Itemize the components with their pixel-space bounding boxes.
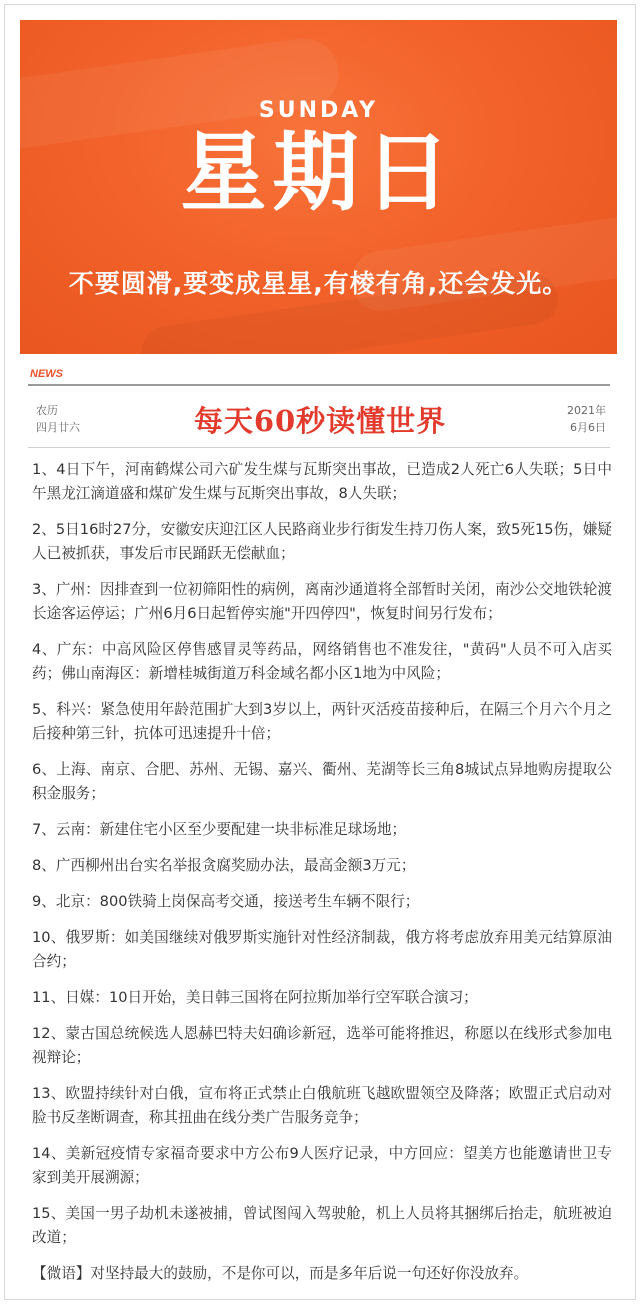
banner-slogan: 不要圆滑,要变成星星,有棱有角,还会发光。 xyxy=(68,269,569,298)
news-item: 1、4日下午，河南鹤煤公司六矿发生煤与瓦斯突出事故，已造成2人死亡6人失联；5日中午黑龙江滴道盛和煤矿发生煤与瓦斯突出事故，8人失联； xyxy=(32,461,612,502)
news-item: 13、欧盟持续针对白俄，宣布将正式禁止白俄航班飞越欧盟领空及降落；欧盟正式启动对脸书反垄断调查，称其扭曲在线分类广告服务竞争； xyxy=(32,1085,612,1126)
news-item: 12、蒙古国总统候选人恩赫巴特夫妇确诊新冠，选举可能将推迟，称愿以在线形式参加电视辩论； xyxy=(32,1025,612,1066)
news-item: 9、北京：800铁骑上岗保高考交通，接送考生车辆不限行； xyxy=(32,893,420,910)
news-list xyxy=(32,458,612,1286)
daily-quote: 【微语】对坚持最大的鼓励，不是你可以，而是多年后说一句还好你没放弃。 xyxy=(32,1265,529,1282)
news-item: 5、科兴：紧急使用年龄范围扩大到3岁以上，两针灭活疫苗接种后，在隔三个月六个月之后接种第三针，抗体可迅速提升十倍； xyxy=(32,701,612,742)
page-title: 每天60秒读懂世界 xyxy=(193,404,447,438)
date-month-day: 6月6日 xyxy=(570,421,606,434)
banner-weekday-en: SUNDAY xyxy=(258,98,379,123)
news-item: 3、广州：因排查到一位初筛阳性的病例，离南沙通道将全部暂时关闭，南沙公交地铁轮渡长途客运停运；广州6月6日起暂停实施"开四停四"，恢复时间另行发布； xyxy=(32,581,612,622)
lunar-date: 四月廿六 xyxy=(36,421,80,434)
news-item: 2、5日16时27分，安徽安庆迎江区人民路商业步行街发生持刀伤人案，致5死15伤，嫌疑人已被抓获，事发后市民踊跃无偿献血； xyxy=(32,521,612,562)
news-item: 10、俄罗斯：如美国继续对俄罗斯实施针对性经济制裁，俄方将考虑放弃用美元结算原油合约； xyxy=(32,929,612,970)
news-item: 15、美国一男子劫机未遂被捕，曾试图闯入驾驶舱，机上人员将其捆绑后抬走，航班被迫改道； xyxy=(32,1205,612,1246)
header-divider xyxy=(28,384,610,386)
banner-image xyxy=(20,20,617,354)
date-year: 2021年 xyxy=(567,404,606,417)
content-divider xyxy=(28,447,610,448)
news-item: 14、美新冠疫情专家福奇要求中方公布9人医疗记录，中方回应：望美方也能邀请世卫专家到美开展溯源； xyxy=(32,1145,612,1186)
news-tag: NEWS xyxy=(30,368,63,380)
lunar-label: 农历 xyxy=(36,404,58,417)
news-item: 4、广东：中高风险区停售感冒灵等药品，网络销售也不准发往，"黄码"人员不可入店买药；佛山南海区：新增桂城街道万科金域名都小区1地为中风险； xyxy=(32,641,612,682)
news-item: 11、日媒：10日开始，美日韩三国将在阿拉斯加举行空军联合演习； xyxy=(32,989,478,1006)
banner-weekday-title: 星期日 xyxy=(180,122,457,223)
news-item: 8、广西柳州出台实名举报贪腐奖励办法，最高金额3万元； xyxy=(32,857,416,874)
news-item: 7、云南：新建住宅小区至少要配建一块非标准足球场地； xyxy=(32,821,407,838)
news-item: 6、上海、南京、合肥、苏州、无锡、嘉兴、衢州、芜湖等长三角8城试点异地购房提取公积金服务； xyxy=(32,761,612,802)
gregorian-date-block xyxy=(567,402,606,436)
